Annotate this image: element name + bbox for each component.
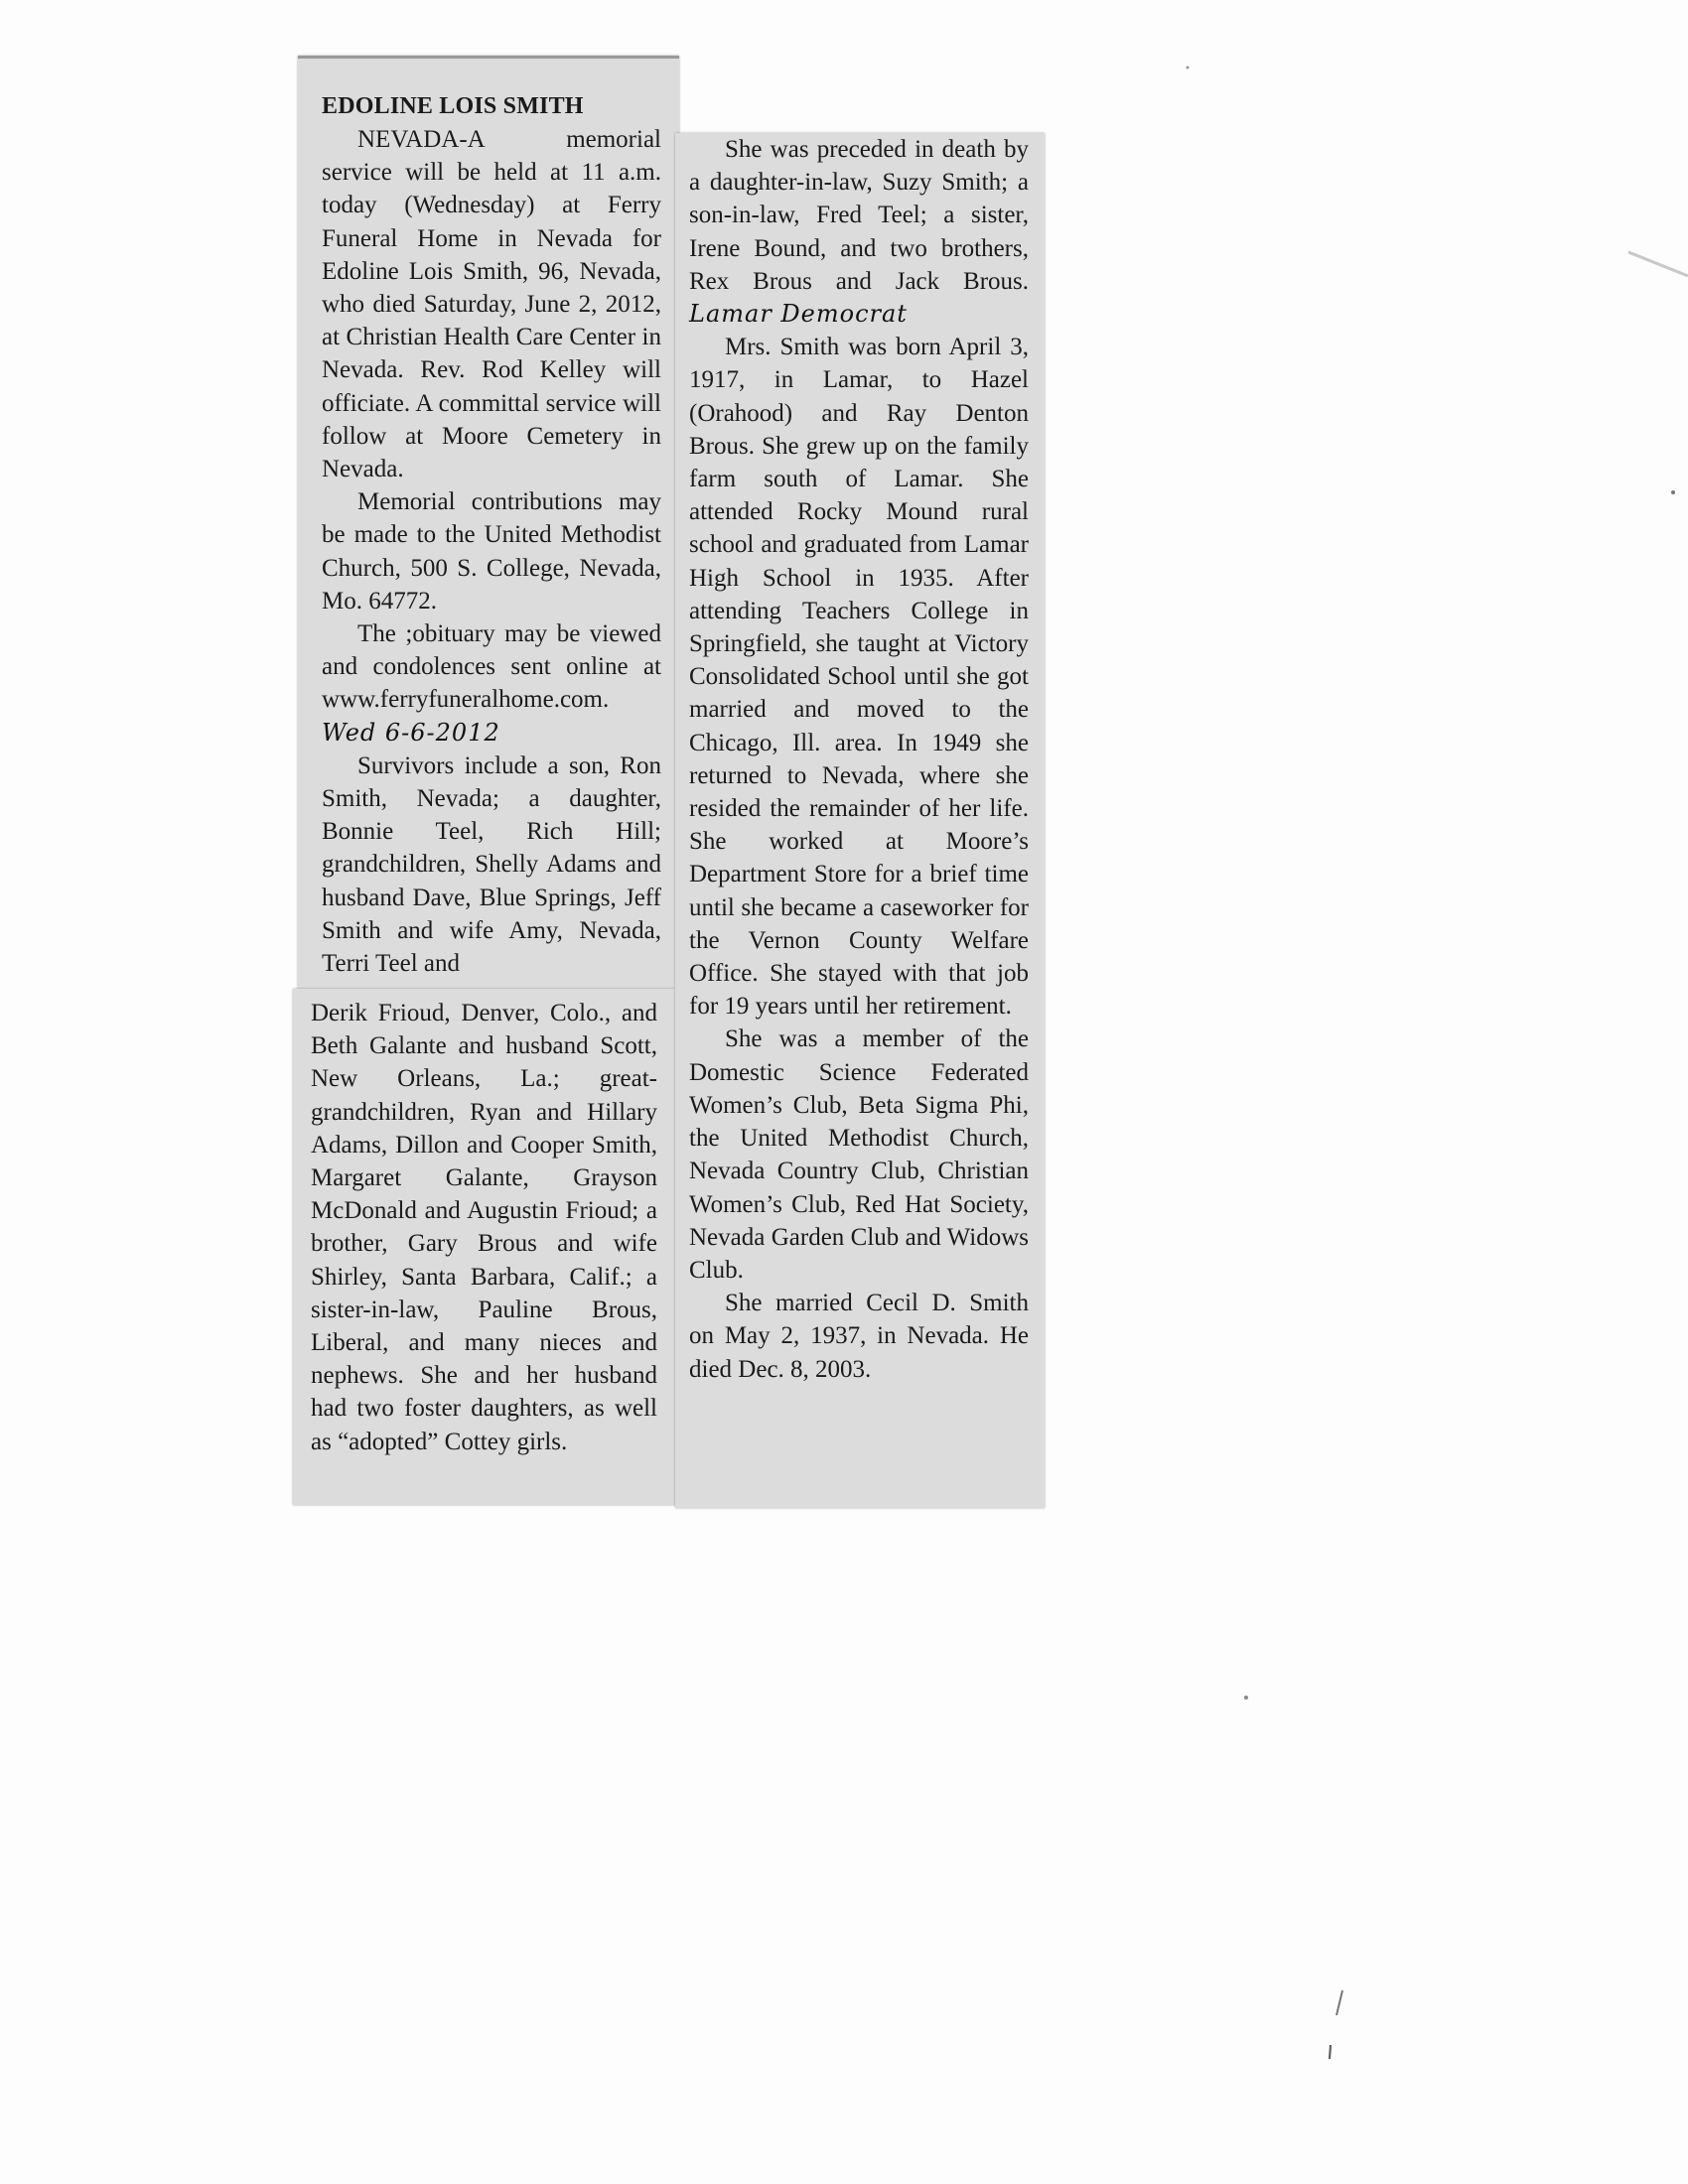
- marriage-paragraph: She married Cecil D. Smith on May 2, 1937, in Nevada. He died Dec. 8, 2003.: [689, 1290, 1029, 1383]
- scan-speck: [1187, 67, 1190, 69]
- preceded-paragraph: She was preceded in death by a daughter-in-law, Suzy Smith; a son-in-law, Fred Teel; a sister, Irene Bound, and two brothers, Rex Brous and Jack Brous. Lamar Democrat: [689, 136, 1029, 329]
- service-paragraph: NEVADA-A memorial service will be held at 11 a.m. today (Wednesday) at Ferry Funeral Home in Nevada for Edoline Lois Smith, 96, Nevada, who died Saturday, June 2, 2012, at Christian Health Care Center in Nevada. Rev. Rod Kelley will officiate. A committal service will follow at Moore Cemetery in Nevada.: [322, 126, 661, 483]
- scan-speck: [1671, 490, 1675, 494]
- online-paragraph: The ;obituary may be viewed and condolences sent online at www.ferryfuneralhome.com. Wed 6-6-2012: [322, 620, 661, 747]
- scan-speck: [1244, 1696, 1248, 1700]
- memberships-paragraph: She was a member of the Domestic Science Federated Women’s Club, Beta Sigma Phi, the United Methodist Church, Nevada Country Club, Christian Women’s Club, Red Hat Society, Nevada Garden Club and Widows Club.: [689, 1025, 1029, 1284]
- survivors-continued-paragraph: Derik Frioud, Denver, Colo., and Beth Galante and husband Scott, New Orleans, La.; great-grandchildren, Ryan and Hillary Adams, Dillon and Cooper Smith, Margaret Galante, Grayson McDonald and Augustin Frioud; a brother, Gary Brous and wife Shirley, Santa Barbara, Calif.; a sister-in-law, Pauline Brous, Liberal, and many nieces and nephews. She and her husband had two foster daughters, as well as “adopted” Cottey girls.: [311, 1000, 657, 1455]
- handwritten-source: Lamar Democrat: [689, 300, 908, 329]
- scan-speck: [1336, 1990, 1342, 2015]
- handwritten-date: Wed 6-6-2012: [322, 718, 500, 747]
- biography-paragraph: Mrs. Smith was born April 3, 1917, in Lamar, to Hazel (Orahood) and Ray Denton Brous. She grew up on the family farm south of Lamar. She attended Rocky Mound rural school and graduated from Lamar High School in 1935. After attending Teachers College in Springfield, she taught at Victory Consolidated School until she got married and moved to the Chicago, Ill. area. In 1949 she returned to Nevada, where she resided the remainder of her life. She worked at Moore’s Department Store for a brief time until she became a caseworker for the Vernon County Welfare Office. She stayed with that job for 19 years until her retirement.: [689, 334, 1029, 1021]
- memorial-paragraph: Memorial contributions may be made to the United Methodist Church, 500 S. College, Nevada, Mo. 64772.: [322, 488, 661, 614]
- scan-speck: [1330, 2045, 1331, 2059]
- survivors-paragraph: Survivors include a son, Ron Smith, Nevada; a daughter, Bonnie Teel, Rich Hill; grandchildren, Shelly Adams and husband Dave, Blue Springs, Jeff Smith and wife Amy, Nevada, Terri Teel and: [322, 751, 661, 978]
- obituary-headline: EDOLINE LOIS SMITH: [322, 93, 584, 119]
- scan-streak: [1628, 252, 1688, 276]
